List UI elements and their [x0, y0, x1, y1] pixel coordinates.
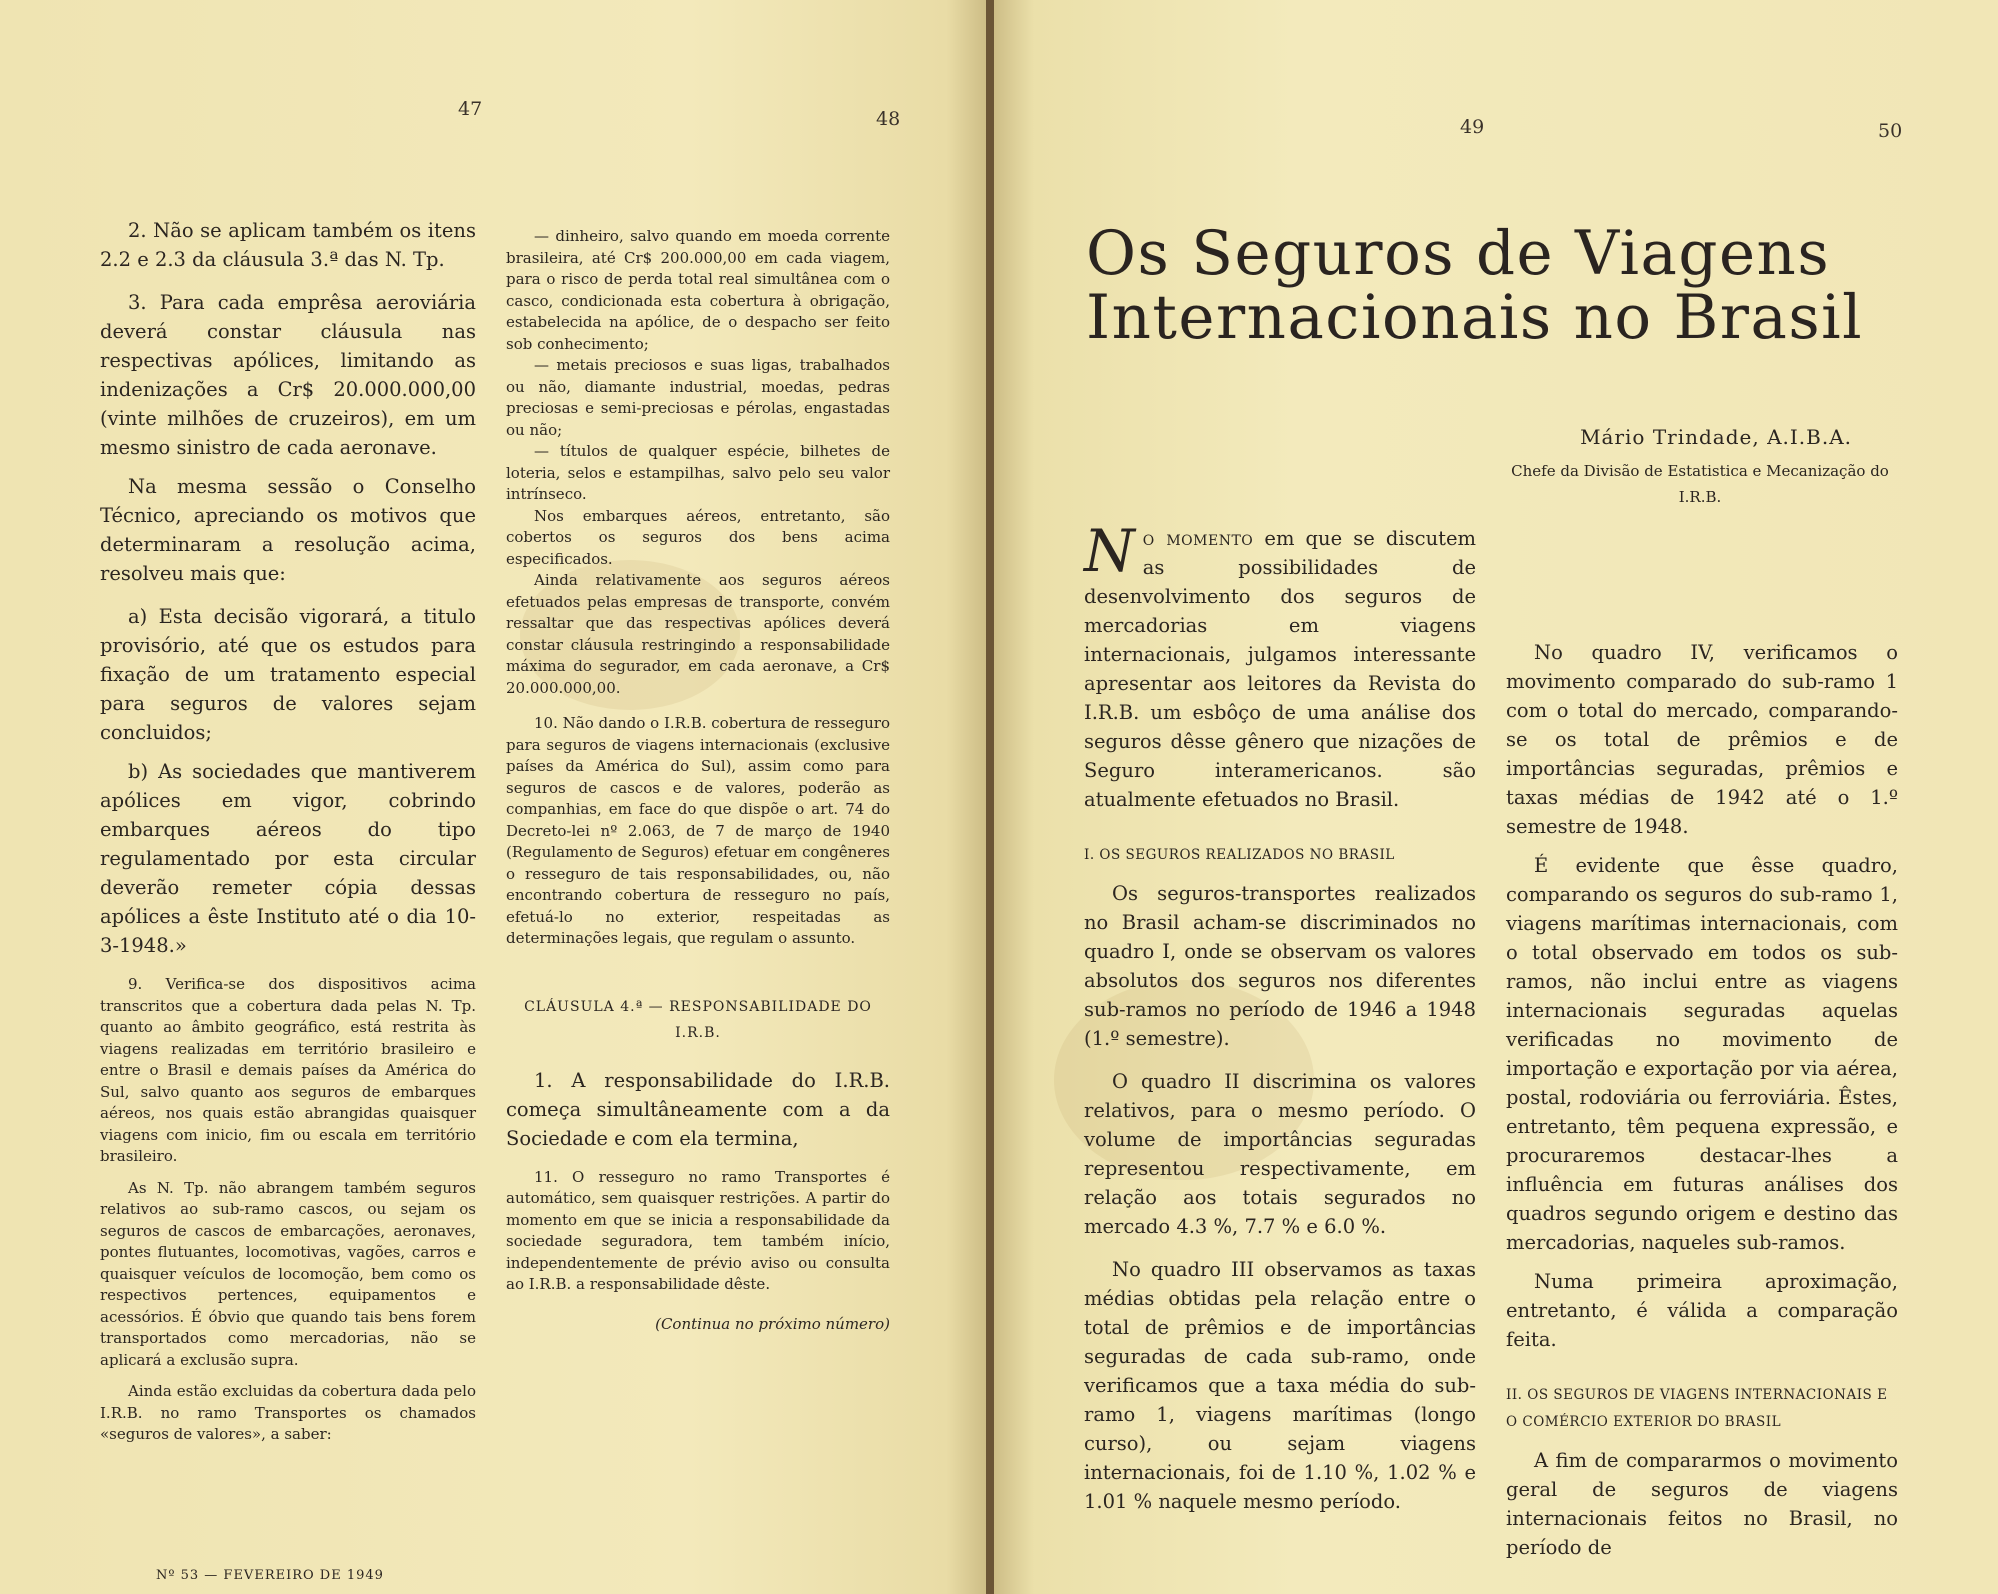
paragraph: 3. Para cada emprêsa aeroviária deverá constar cláusula nas respectivas apólices, limitando as indenizações a Cr$ 20.000.000,00 (vinte milhões de cruzeiros), em um mesmo sinistro de cada aeronave. — [100, 291, 476, 459]
paragraph: É evidente que êsse quadro, comparando os seguros do sub-ramo 1, viagens marítimas internacionais, com o total observado em todos os sub-ramos, não inclui entre as viagens internacionais seguradas aquelas verificadas no movimento de importação e exportação por via aérea, postal, rodoviária ou ferroviária. Êstes, entretanto, têm pequena expressão, e procuraremos destacar-lhes a influência em futuras análises dos quadros segundo origem e destino das mercadorias, naqueles sub-ramos. — [1506, 854, 1898, 1254]
book-gutter — [986, 0, 994, 1594]
intro-paragraph — [1084, 517, 1476, 814]
intro-text: em que se discutem as possibilidades de desenvolvimento dos seguros de mercadorias em viagens internacionais, julgamos interessante apresentar aos leitores da Revista do I.R.B. um esbôço de uma análise dos seguros dêsse gênero que nizações de Seguro interamericanos. são atualmente efetuados no Brasil. — [1084, 527, 1476, 811]
intro-lead: o momento — [1142, 527, 1254, 550]
page-number-48: 48 — [876, 108, 901, 130]
paragraph: 9. Verifica-se dos dispositivos acima transcritos que a cobertura dada pelas N. Tp. quanto ao âmbito geográfico, está restrita às viagens realizadas em território brasileiro e entre o Brasil e demais países da América do Sul, salvo quanto aos seguros de embarques aéreos, nos quais estão abrangidas quaisquer viagens com inicio, fim ou escala em território brasileiro. — [100, 975, 476, 1165]
paragraph: O quadro II discrimina os valores relativos, para o mesmo período. O volume de importâncias seguradas representou respectivamente, em relação aos totais segurados no mercado 4.3 %, 7.7 % e 6.0 %. — [1084, 1070, 1476, 1238]
paragraph: Os seguros-transportes realizados no Brasil acham-se discriminados no quadro I, onde se observam os valores absolutos dos seguros nos diferentes sub-ramos no período de 1946 a 1948 (1.º semestre). — [1084, 882, 1476, 1050]
page-number-49: 49 — [1460, 116, 1485, 138]
page-number-50: 50 — [1878, 120, 1903, 142]
paragraph: Ainda relativamente aos seguros aéreos efetuados pelas empresas de transporte, convém ressaltar que das respectivas apólices deverá constar cláusula restringindo a responsabilidade máxima do segurador, em cada aeronave, a Cr$ 20.000.000,00. — [506, 571, 890, 697]
author-name: Mário Trindade, A.I.B.A. — [1580, 425, 1852, 449]
issue-footer: Nº 53 — FEVEREIRO DE 1949 — [156, 1568, 384, 1583]
paragraph: Na mesma sessão o Conselho Técnico, apreciando os motivos que determinaram a resolução acima, resolveu mais que: — [100, 475, 476, 585]
paragraph: Nos embarques aéreos, entretanto, são cobertos os seguros dos bens acima especificados. — [506, 506, 890, 568]
article-title: Os Seguros de Viagens Internacionais no Brasil — [1086, 218, 1864, 353]
paragraph: As N. Tp. não abrangem também seguros relativos ao sub-ramo cascos, ou sejam os seguros de cascos de embarcações, aeronaves, pontes flutuantes, locomotivas, vagões, carros e quaisquer veículos de locomoção, bem como os respectivos pertences, equipamentos e acessórios. É óbvio que quando tais bens forem transportados como mercadorias, não se aplicará a exclusão supra. — [100, 1178, 476, 1369]
continuation-note: (Continua no próximo número) — [655, 1314, 890, 1333]
section-heading-1: I. OS SEGUROS REALIZADOS NO BRASIL — [1084, 847, 1395, 863]
paragraph: 11. O resseguro no ramo Transportes é automático, sem quaisquer restrições. A partir do momento em que se inicia a responsabilidade da sociedade seguradora, tem também início, independentemente de prévio aviso ou consulta ao I.R.B. a responsabilidade dêste. — [506, 1167, 890, 1293]
paragraph: Ainda estão excluidas da cobertura dada pelo I.R.B. no ramo Transportes os chamados «seguros de valores», a saber: — [100, 1382, 476, 1443]
left-column-2 — [506, 226, 890, 1335]
paragraph: 2. Não se aplicam também os itens 2.2 e 2.3 da cláusula 3.ª das N. Tp. — [100, 219, 476, 271]
paragraph: — metais preciosos e suas ligas, trabalhados ou não, diamante industrial, moedas, pedras preciosas e semi-preciosas e pérolas, engastadas ou não; — [506, 356, 890, 439]
clause-heading: CLÁUSULA 4.ª — RESPONSABILIDADE DO I.R.B. — [524, 998, 872, 1041]
paragraph: 1. A responsabilidade do I.R.B. começa simultâneamente com a da Sociedade e com ela termina, — [506, 1068, 890, 1150]
left-column-1 — [100, 216, 476, 1446]
page-number-47: 47 — [458, 98, 483, 120]
paragraph: — títulos de qualquer espécie, bilhetes de loteria, selos e estampilhas, salvo pelo seu valor intrínseco. — [506, 442, 890, 503]
paragraph: b) As sociedades que mantiverem apólices em vigor, cobrindo embarques aéreos do tipo regulamentado por esta circular deverão remeter cópia dessas apólices a êste Instituto até o dia 10-3-1948.» — [100, 760, 476, 957]
paragraph: — dinheiro, salvo quando em moeda corrente brasileira, até Cr$ 200.000,00 em cada viagem, para o risco de perda total real simultânea com o casco, condicionada esta cobertura à obrigação, estabelecida na apólice, de o despacho ser feito sob conhecimento; — [506, 227, 890, 353]
left-page — [0, 0, 986, 1594]
drop-cap: N — [1084, 517, 1135, 585]
right-column-1 — [1084, 517, 1476, 1516]
section-heading-2: II. OS SEGUROS DE VIAGENS INTERNACIONAIS E O COMÉRCIO EXTERIOR DO BRASIL — [1506, 1387, 1888, 1430]
paragraph: Numa primeira aproximação, entretanto, é válida a comparação feita. — [1506, 1270, 1898, 1351]
paragraph: a) Esta decisão vigorará, a titulo provisório, até que os estudos para fixação de um tratamento especial para seguros de valores sejam concluidos; — [100, 605, 476, 744]
paragraph: No quadro IV, verificamos o movimento comparado do sub-ramo 1 com o total do mercado, comparando-se os total de prêmios e de importâncias seguradas, prêmios e taxas médias de 1942 até o 1.º semestre de 1948. — [1506, 641, 1898, 838]
author-role: Chefe da Divisão de Estatistica e Mecanização do I.R.B. — [1511, 462, 1889, 506]
right-column-2 — [1506, 638, 1898, 1562]
paragraph: No quadro III observamos as taxas médias obtidas pela relação entre o total de prêmios e de importâncias seguradas de cada sub-ramo, onde verificamos que a taxa média do sub-ramo 1, viagens marítimas (longo curso), ou sejam viagens internacionais, foi de 1.10 %, 1.02 % e 1.01 % naquele mesmo período. — [1084, 1258, 1476, 1513]
paragraph: 10. Não dando o I.R.B. cobertura de resseguro para seguros de viagens internacionais (exclusive países da América do Sul), assim como para seguros de cascos e de valores, poderão as companhias, em face do que dispõe o art. 74 do Decreto-lei nº 2.063, de 7 de março de 1940 (Regulamento de Seguros) efetuar em congêneres o resseguro de tais responsabilidades, ou, não encontrando cobertura de resseguro no país, efetuá-lo no exterior, respeitadas as determinações legais, que regulam o assunto. — [506, 714, 890, 947]
paragraph: A fim de compararmos o movimento geral de seguros de viagens internacionais feitos no Brasil, no período de — [1506, 1449, 1898, 1559]
